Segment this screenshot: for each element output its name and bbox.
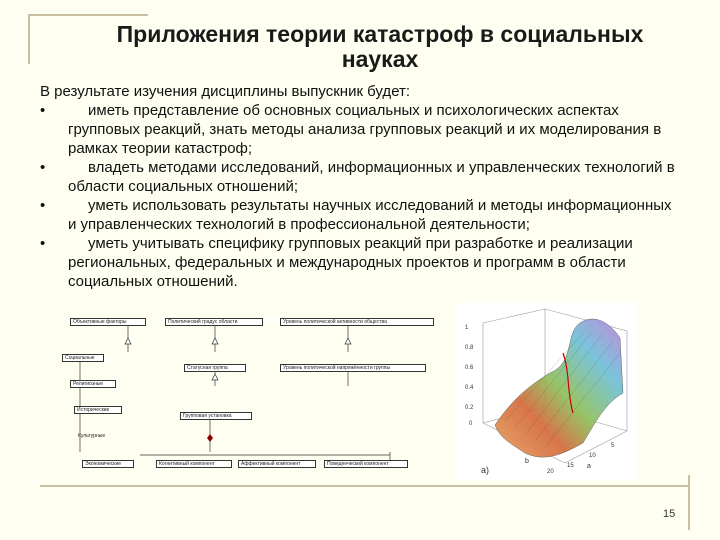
plot-label: a) [481,465,490,475]
diagram-box-tension-level: Уровень политической напряжённости группы [280,364,426,372]
bullet-rest: групповых реакций, знать методы анализа групповых реакций и их моделирования в рамках теории катастроф; [68,121,662,157]
diagram-box-group-setting: Групповая установка [180,412,252,420]
diagram-box-cognitive: Когнитивный компонент [156,460,232,468]
diagram-label-cultural: Культурные [78,433,106,439]
catastrophe-surface-plot [455,303,637,480]
diagram-box-economic: Экономические [82,460,134,468]
axis-letter-b: b [525,458,529,465]
bullet-item [40,158,680,196]
decor-frame-right [688,475,690,530]
bullet-first-line: уметь учитывать специфику групповых реакций при разработке и реализации [88,235,633,252]
uml-diagram [60,312,440,482]
axis-letter-a: a [587,463,591,470]
z-tick: 1 [465,325,469,331]
surface-graphic [455,303,637,480]
diagram-box-religious: Религиозные [70,380,116,388]
diagram-box-objective: Объективные факторы [70,318,146,326]
diagram-box-activity-level: Уровень политической активности общества [280,318,434,326]
decor-frame-left [28,14,30,64]
bullet-symbol: • [40,197,46,214]
z-tick: 0.4 [465,385,474,391]
x-tick: 20 [547,469,554,475]
decor-frame-bottom [40,485,690,487]
bullet-item [40,196,680,234]
bullet-rest: технологий в области социальных отношений; [68,159,675,195]
bullet-item [40,101,680,158]
z-tick: 0.8 [465,345,474,351]
z-tick: 0.2 [465,405,474,411]
z-tick: 0 [469,421,473,427]
bullet-first-line: иметь представление об основных социальных и психологических аспектах [88,102,619,119]
diagram-box-social: Социальные [62,354,104,362]
intro-text: В результате изучения дисциплины выпускник будет: [40,83,411,100]
bullet-rest: региональных, федеральных и международных проектов и программ в области социальных отношений. [68,254,626,290]
z-tick: 0.6 [465,365,474,371]
bullet-symbol: • [40,159,46,176]
bullet-first-line: уметь использовать результаты научных исследований и методы [88,197,543,214]
bullet-item [40,234,680,291]
x-tick: 5 [611,443,615,449]
bullet-symbol: • [40,102,46,119]
diagram-box-affective: Аффективный компонент [238,460,316,468]
diagram-box-status-group: Статусная группа [184,364,246,372]
slide-title: Приложения теории катастроф в социальных науках [116,21,644,72]
diagram-box-political-degree: Политический градус области [165,318,263,326]
page-number: 15 [663,508,676,520]
diagram-box-historical: Исторические [74,406,122,414]
decor-frame-top [28,14,148,16]
bullet-list [40,101,680,291]
diagram-connectors [60,312,440,482]
slide-body [40,82,680,291]
x-tick: 10 [589,453,596,459]
bullet-rest: информационных и управленческих технологий в профессиональной деятельности; [68,197,672,233]
x-tick: 15 [567,463,574,469]
diagram-box-behavioral: Поведенческий компонент [324,460,408,468]
bullet-first-line: владеть методами исследований, информационных и управленческих [88,159,581,176]
bullet-symbol: • [40,235,46,252]
